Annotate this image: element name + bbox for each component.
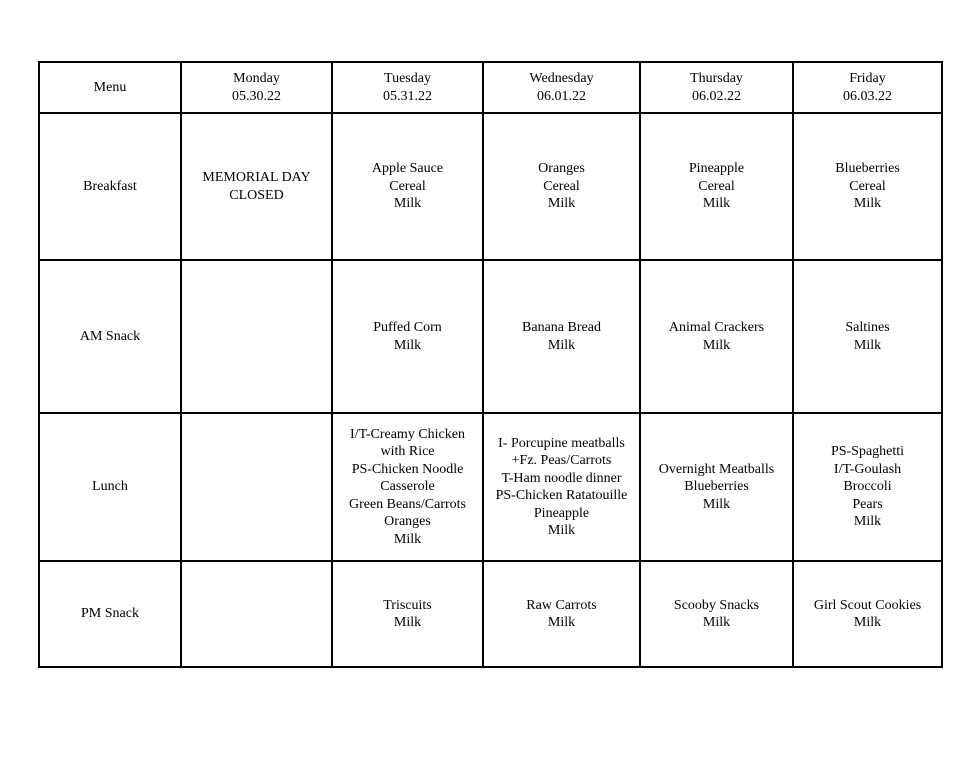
day-header-friday: [793, 62, 942, 113]
row-label-breakfast: Breakfast: [39, 113, 181, 260]
header-row: [39, 62, 942, 113]
day-name: Tuesday: [384, 71, 431, 86]
lunch-friday: PS-Spaghetti I/T-Goulash Broccoli Pears Milk: [793, 413, 942, 561]
menu-header-cell: [39, 62, 181, 113]
day-header-wednesday: [483, 62, 640, 113]
row-label-lunch: Lunch: [39, 413, 181, 561]
day-date: 06.02.22: [692, 88, 741, 104]
day-name: Friday: [849, 71, 886, 86]
day-header-thursday: [640, 62, 793, 113]
menu-label: Menu: [93, 79, 127, 95]
am-snack-monday: [181, 260, 332, 413]
pm-snack-monday: [181, 561, 332, 667]
breakfast-monday: MEMORIAL DAY CLOSED: [181, 113, 332, 260]
day-date: 05.30.22: [232, 88, 281, 104]
pm-snack-tuesday: Triscuits Milk: [332, 561, 483, 667]
row-label-pm-snack: PM Snack: [39, 561, 181, 667]
lunch-row: [39, 413, 942, 561]
day-header-monday: [181, 62, 332, 113]
pm-snack-row: [39, 561, 942, 667]
pm-snack-wednesday: Raw Carrots Milk: [483, 561, 640, 667]
breakfast-wednesday: Oranges Cereal Milk: [483, 113, 640, 260]
breakfast-thursday: Pineapple Cereal Milk: [640, 113, 793, 260]
breakfast-friday: Blueberries Cereal Milk: [793, 113, 942, 260]
am-snack-row: [39, 260, 942, 413]
day-date: 06.03.22: [843, 88, 892, 104]
am-snack-wednesday: Banana Bread Milk: [483, 260, 640, 413]
day-date: 05.31.22: [383, 88, 432, 104]
breakfast-row: [39, 113, 942, 260]
lunch-thursday: Overnight Meatballs Blueberries Milk: [640, 413, 793, 561]
pm-snack-thursday: Scooby Snacks Milk: [640, 561, 793, 667]
lunch-monday: [181, 413, 332, 561]
lunch-wednesday: I- Porcupine meatballs +Fz. Peas/Carrots T-Ham noodle dinner PS-Chicken Ratatouille Pineapple Milk: [483, 413, 640, 561]
day-header-tuesday: [332, 62, 483, 113]
pm-snack-friday: Girl Scout Cookies Milk: [793, 561, 942, 667]
day-name: Thursday: [690, 71, 743, 86]
day-name: Monday: [233, 71, 280, 86]
day-name: Wednesday: [529, 71, 594, 86]
day-date: 06.01.22: [537, 88, 586, 104]
breakfast-tuesday: Apple Sauce Cereal Milk: [332, 113, 483, 260]
row-label-am-snack: AM Snack: [39, 260, 181, 413]
weekly-menu-table: [38, 61, 943, 668]
am-snack-thursday: Animal Crackers Milk: [640, 260, 793, 413]
lunch-tuesday: I/T-Creamy Chicken with Rice PS-Chicken Noodle Casserole Green Beans/Carrots Oranges Milk: [332, 413, 483, 561]
am-snack-friday: Saltines Milk: [793, 260, 942, 413]
am-snack-tuesday: Puffed Corn Milk: [332, 260, 483, 413]
